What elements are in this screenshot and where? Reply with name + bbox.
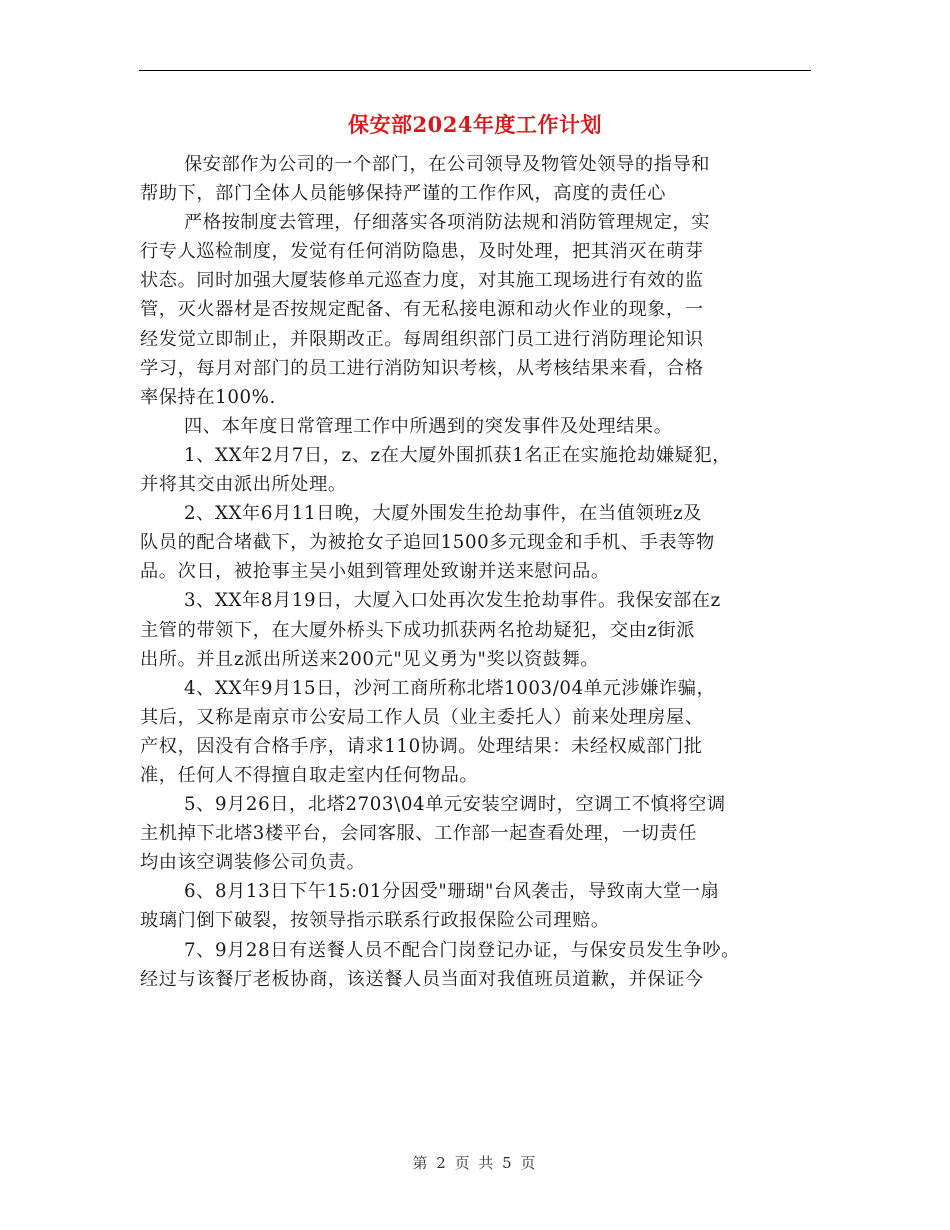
page-number: 第 2 页 共 5 页: [412, 1154, 538, 1172]
text-line: 主机掉下北塔3楼平台，会同客服、工作部一起查看处理，一切责任: [140, 823, 698, 845]
text-line: 3、XX年8月19日，大厦入口处再次发生抢劫事件。我保安部在z: [184, 590, 721, 612]
paragraph: [140, 936, 820, 994]
text-line: 玻璃门倒下破裂，按领导指示联系行政报保险公司理赔。: [140, 910, 610, 932]
paragraph: [140, 674, 820, 790]
text-line: 产权，因没有合格手序，请求110协调。处理结果：未经权威部门批: [140, 735, 703, 757]
text-line: 状态。同时加强大厦装修单元巡查力度，对其施工现场进行有效的监: [140, 270, 704, 292]
paragraph: [140, 441, 820, 499]
text-line: 出所。并且z派出所送来200元"见义勇为"奖以资鼓舞。: [140, 648, 600, 670]
text-line: 队员的配合堵截下，为被抢女子追回1500多元现金和手机、手表等物: [140, 532, 715, 554]
text-line: 保安部作为公司的一个部门，在公司领导及物管处领导的指导和: [184, 154, 711, 175]
text-line: 4、XX年9月15日，沙河工商所称北塔1003/04单元涉嫌诈骗，: [184, 677, 716, 699]
text-line: 行专人巡检制度，发觉有任何消防隐患，及时处理，把其消灭在萌芽: [140, 241, 704, 263]
text-line: 帮助下，部门全体人员能够保持严谨的工作作风，高度的责任心: [140, 183, 667, 205]
paragraph: [140, 208, 820, 412]
text-line: 经发觉立即制止，并限期改正。每周组织部门员工进行消防理论知识: [140, 328, 704, 350]
text-line: 率保持在100%.: [140, 386, 276, 408]
text-line: 品。次日，被抢事主吴小姐到管理处致谢并送来慰问品。: [140, 561, 610, 583]
text-line: 严格按制度去管理，仔细落实各项消防法规和消防管理规定，实: [184, 212, 711, 234]
text-line: 6、8月13日下午15:01分因受"珊瑚"台风袭击，导致南大堂一扇: [184, 881, 720, 903]
header-rule: [139, 70, 811, 71]
text-line: 1、XX年2月7日，z、z在大厦外围抓获1名正在实施抢劫嫌疑犯，: [184, 444, 732, 466]
paragraph: [140, 790, 820, 877]
text-line: 主管的带领下，在大厦外桥头下成功抓获两名抢劫疑犯，交由z街派: [140, 619, 696, 641]
text-line: 并将其交由派出所处理。: [140, 474, 347, 496]
text-line: 均由该空调装修公司负责。: [140, 852, 366, 874]
text-line: 准，任何人不得擅自取走室内任何物品。: [140, 764, 479, 786]
text-line: 管，灭火器材是否按规定配备、有无私接电源和动火作业的现象，一: [140, 299, 704, 321]
paragraph: [140, 150, 820, 208]
text-line: 5、9月26日，北塔2703\04单元安装空调时，空调工不慎将空调: [184, 794, 726, 816]
document-body: [140, 150, 820, 994]
text-line: 经过与该餐厅老板协商，该送餐人员当面对我值班员道歉，并保证今: [140, 968, 704, 990]
paragraph: [140, 877, 820, 935]
paragraph: [140, 499, 820, 586]
document-title: 保安部2024年度工作计划: [348, 112, 602, 137]
text-line: 其后，又称是南京市公安局工作人员（业主委托人）前来处理房屋、: [140, 706, 704, 728]
text-line: 四、本年度日常管理工作中所遇到的突发事件及处理结果。: [184, 415, 673, 437]
paragraph: [140, 412, 820, 441]
paragraph: [140, 586, 820, 673]
text-line: 7、9月28日有送餐人员不配合门岗登记办证，与保安员发生争吵。: [184, 939, 740, 961]
text-line: 学习，每月对部门的员工进行消防知识考核，从考核结果来看，合格: [140, 357, 704, 379]
text-line: 2、XX年6月11日晚，大厦外围发生抢劫事件，在当值领班z及: [184, 503, 703, 525]
